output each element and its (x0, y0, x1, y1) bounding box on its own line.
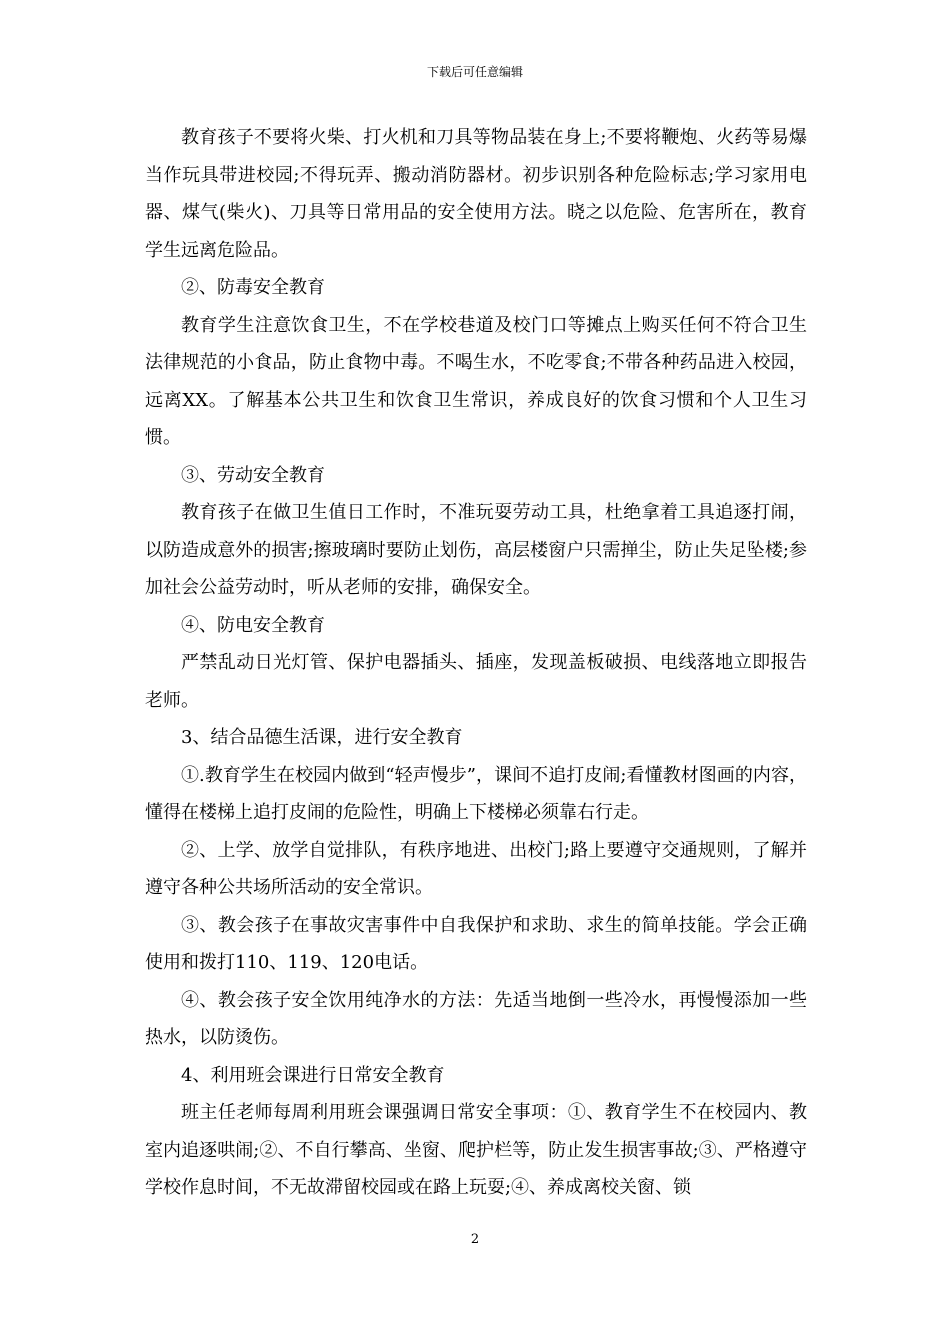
paragraph-class-meeting: 班主任老师每周利用班会课强调日常安全事项：①、教育学生不在校园内、教室内追逐哄闹;②、不自行攀高、坐窗、爬护栏等，防止发生损害事故;③、严格遵守学校作息时间，不无故滞留校园或在路上玩耍;④、养成离校关窗、锁 (145, 1102, 807, 1198)
paragraph-moral-class-1: ①.教育学生在校园内做到“轻声慢步”，课间不追打皮闹;看懂教材图画的内容，懂得在楼梯上追打皮闹的危险性，明确上下楼梯必须靠右行走。 (145, 764, 807, 823)
document-body (145, 119, 807, 1207)
paragraph-labor-safety: 教育孩子在做卫生值日工作时，不准玩耍劳动工具，杜绝拿着工具追逐打闹，以防造成意外的损害;擦玻璃时要防止划伤，高层楼窗户只需掸尘，防止失足坠楼;参加社会公益劳动时，听从老师的安排，确保安全。 (145, 502, 807, 598)
heading-poison-safety: ②、防毒安全教育 (181, 277, 325, 298)
paragraph-electric-safety: 严禁乱动日光灯管、保护电器插头、插座，发现盖板破损、电线落地立即报告老师。 (145, 652, 807, 711)
paragraph-moral-class-2: ②、上学、放学自觉排队，有秩序地进、出校门;路上要遵守交通规则，了解并遵守各种公共场所活动的安全常识。 (145, 839, 807, 898)
paragraph-moral-class-3: ③、教会孩子在事故灾害事件中自我保护和求助、求生的简单技能。学会正确使用和拨打110、119、120电话。 (145, 914, 807, 973)
heading-labor-safety: ③、劳动安全教育 (181, 464, 325, 486)
heading-class-meeting: 4、利用班会课进行日常安全教育 (181, 1064, 445, 1086)
heading-electric-safety: ④、防电安全教育 (181, 614, 325, 636)
page-number: 2 (470, 1232, 480, 1247)
paragraph-poison-safety: 教育学生注意饮食卫生，不在学校巷道及校门口等摊点上购买任何不符合卫生法律规范的小食品，防止食物中毒。不喝生水，不吃零食;不带各种药品进入校园，远离XX。了解基本公共卫生和饮食卫生常识，养成良好的饮食习惯和个人卫生习惯。 (145, 314, 807, 448)
paragraph-moral-class-4: ④、教会孩子安全饮用纯净水的方法：先适当地倒一些冷水，再慢慢添加一些热水，以防烫伤。 (145, 989, 807, 1048)
page-header: 下载后可任意编辑 (426, 65, 523, 79)
paragraph-hazardous-items: 教育孩子不要将火柴、打火机和刀具等物品装在身上;不要将鞭炮、火药等易爆当作玩具带进校园;不得玩弄、搬动消防器材。初步识别各种危险标志;学习家用电器、煤气(柴火)、刀具等日常用品的安全使用方法。晓之以危险、危害所在，教育学生远离危险品。 (145, 127, 807, 261)
heading-moral-class: 3、结合品德生活课，进行安全教育 (181, 727, 463, 748)
